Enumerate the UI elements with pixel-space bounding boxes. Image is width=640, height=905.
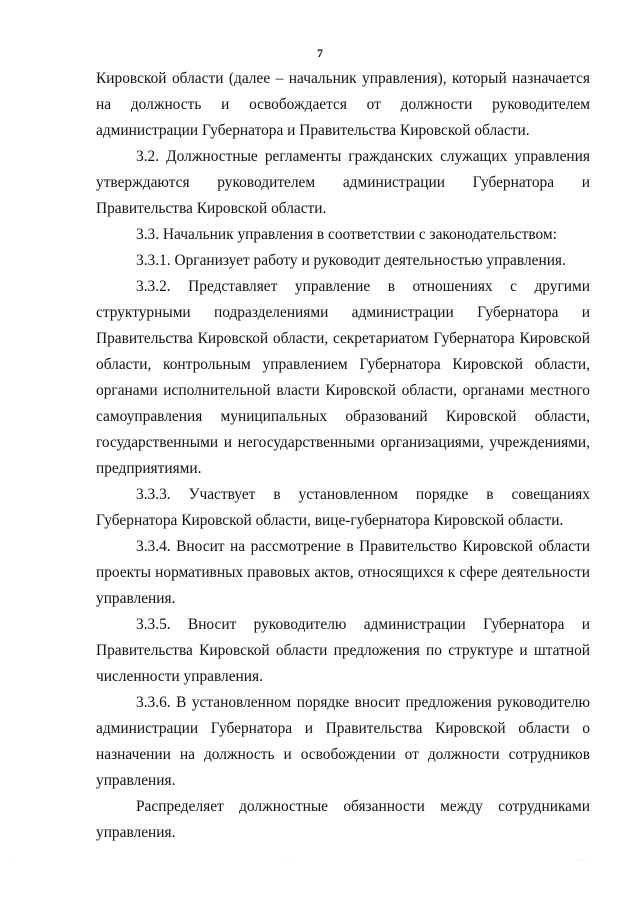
paragraph-3-3-6: 3.3.6. В установленном порядке вносит предложения руководителю администрации Губернатора и Правительства Кировской области о назначении на должность и освобождении от должности сотрудников управления.	[96, 694, 590, 789]
paragraph-duties: Распределяет должностные обязанности между сотрудниками управления.	[96, 798, 590, 841]
document-body	[96, 66, 590, 846]
scan-mark-left: ·	[8, 860, 10, 866]
scan-artifacts	[0, 860, 640, 872]
scan-mark-center: ˙˙˙	[286, 860, 292, 866]
paragraph-continuation: Кировской области (далее – начальник управления), который назначается на должность и освобождается от должности руководителем администрации Губернатора и Правительства Кировской области.	[96, 70, 590, 139]
scan-mark-right: ˙˙˙˙	[578, 860, 586, 866]
paragraph-3-3-5: 3.3.5. Вносит руководителю администрации Губернатора и Правительства Кировской области предложения по структуре и штатной численности управления.	[96, 616, 590, 685]
page-number: 7	[317, 46, 323, 60]
paragraph-3-3-1: 3.3.1. Организует работу и руководит деятельностью управления.	[136, 252, 566, 269]
paragraph-3-3-3: 3.3.3. Участвует в установленном порядке в совещаниях Губернатора Кировской области, вице-губернатора Кировской области.	[96, 486, 590, 529]
paragraph-3-3: 3.3. Начальник управления в соответствии с законодательством:	[136, 226, 557, 243]
paragraph-3-2: 3.2. Должностные регламенты гражданских служащих управления утверждаются руководителем администрации Губернатора и Правительства Кировской области.	[96, 148, 590, 217]
paragraph-3-3-4: 3.3.4. Вносит на рассмотрение в Правительство Кировской области проекты нормативных правовых актов, относящихся к сфере деятельности управления.	[96, 538, 590, 607]
paragraph-3-3-2: 3.3.2. Представляет управление в отношениях с другими структурными подразделениями администрации Губернатора и Правительства Кировской области, секретариатом Губернатора Кировской области, контрольным управлением Губернатора Кировской области, органами исполнительной власти Кировской области, органами местного самоуправления муниципальных образований Кировской области, государственными и негосударственными организациями, учреждениями, предприятиями.	[96, 278, 590, 477]
